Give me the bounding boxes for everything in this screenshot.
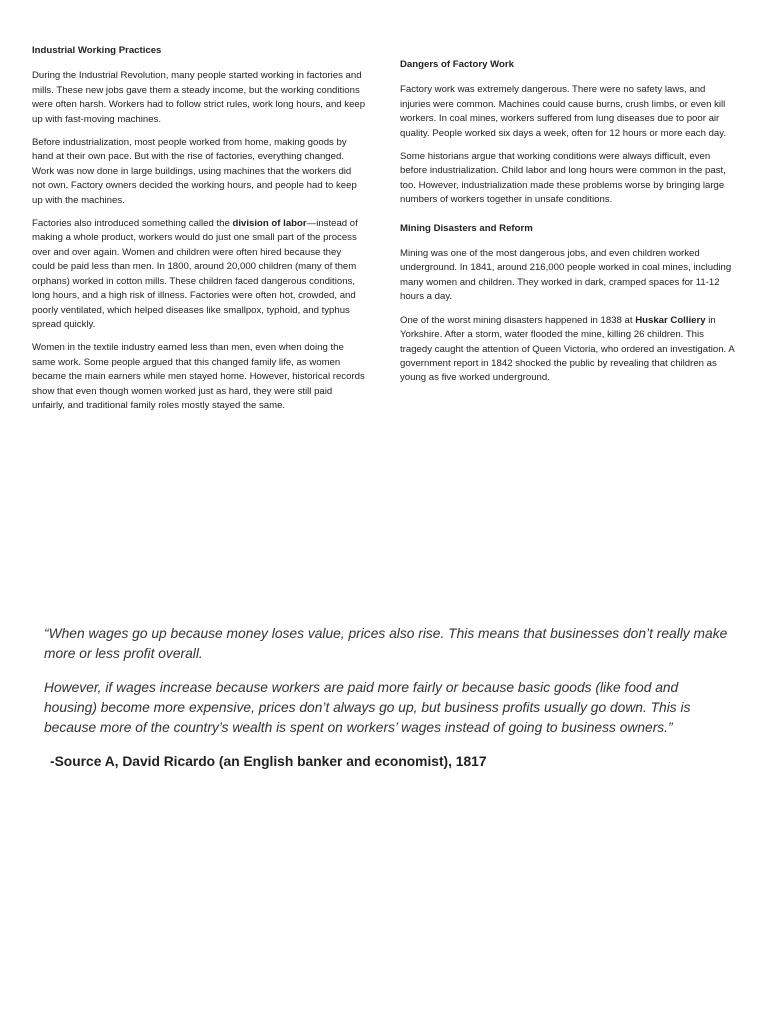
paragraph: Women in the textile industry earned less than men, even when doing the same work. Some people argued that this changed family life, as women became the main earners while men stayed home. However, historical records show that even though women worked just as hard, they were still paid unfairly, and traditional family roles mostly stayed the same.: [32, 342, 365, 411]
bold-term-division-of-labor: division of labor: [232, 218, 307, 230]
text: —instead of making a whole product, workers would do just one small part of the process over and over again. Women and children were often hired because they could be paid less than men. In 1800, around 20,000 children (many of them orphans) worked in cotton mills. These children faced dangerous conditions, long hours, and a high risk of illness. Factories were often hot, crowded, and poorly ventilated, which helped diseases like smallpox, typhoid, and typhus spread quickly.: [32, 218, 358, 330]
quote-attribution: -Source A, David Ricardo (an English banker and economist), 1817: [50, 754, 487, 769]
paragraph: Mining was one of the most dangerous jobs, and even children worked underground. In 1841, around 216,000 people worked in coal mines, including many women and children. They worked in dark, cramped spaces for 11-12 hours a day.: [400, 248, 732, 303]
paragraph: Factory work was extremely dangerous. There were no safety laws, and injuries were common. Machines could cause burns, crush limbs, or even kill workers. In coal mines, workers suffered from lung diseases due to poor air quality. People worked six days a week, often for 12 hours or more each day.: [400, 84, 727, 139]
quote-paragraph: “When wages go up because money loses value, prices also rise. This means that businesses don’t really make more or less profit overall.: [44, 626, 728, 661]
text: in Yorkshire. After a storm, water flooded the mine, killing 26 children. This tragedy caught the attention of Queen Victoria, who ordered an investigation. A government report in 1842 shocked the public by revealing that children as young as five worked underground.: [400, 314, 735, 384]
text: Factories also introduced something called the: [32, 218, 233, 230]
paragraph-division-of-labor: [32, 217, 366, 332]
paragraph: During the Industrial Revolution, many people started working in factories and mills. These new jobs gave them a steady income, but the working conditions were often harsh. Workers had to follow strict rules, work long hours, and keep up with fast-moving machines.: [32, 70, 366, 125]
paragraph-huskar-colliery: [400, 314, 738, 386]
left-column: [32, 44, 366, 422]
text: One of the worst mining disasters happened in 1838 at: [400, 314, 636, 326]
right-column: [400, 58, 738, 395]
paragraph: Before industrialization, most people worked from home, making goods by hand at their own pace. But with the rise of factories, everything changed. Work was now done in large buildings, using machines that the workers did not own. Factory owners decided the working hours, and people had to keep up with the machines.: [32, 137, 357, 206]
section-heading-dangers: Dangers of Factory Work: [400, 59, 514, 70]
section-heading-industrial-working-practices: Industrial Working Practices: [32, 45, 162, 56]
section-heading-mining: Mining Disasters and Reform: [400, 222, 533, 234]
paragraph: Some historians argue that working conditions were always difficult, even before industrialization. Child labor and long hours were common in the past, too. However, industrialization made these problems worse by bringing large numbers of workers together in unsafe conditions.: [400, 151, 726, 206]
quote-paragraph: However, if wages increase because workers are paid more fairly or because basic goods (like food and housing) become more expensive, prices don’t always go up, but business profits usually go down. This is because more of the country’s wealth is spent on workers’ wages instead of going to business owners.”: [44, 680, 691, 735]
source-quote: [44, 624, 734, 772]
bold-term-huskar-colliery: Huskar Colliery: [635, 314, 706, 326]
